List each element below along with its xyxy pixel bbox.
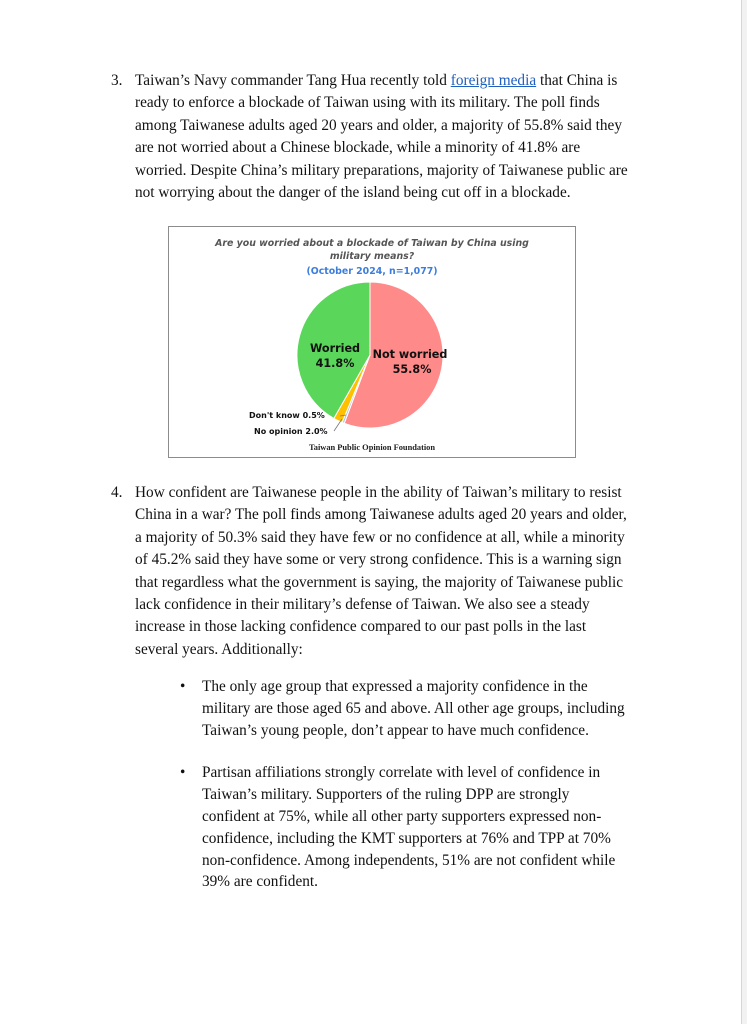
bullet-list — [180, 676, 630, 914]
bullet-text: Partisan affiliations strongly correlate with level of confidence in Taiwan’s military. Supporters of the ruling DPP are strongly confident at 75%, while all other party supporters expressed non-confidence, including the KMT supporters at 76% and TPP at 70% non-confidence. Among independents, 51% are not confident while 39% are confident. — [202, 764, 616, 891]
pie-chart-svg — [169, 227, 575, 457]
dont-know-label — [249, 411, 325, 420]
bullet-text: The only age group that expressed a majority confidence in the military are those aged 65 and above. All other age groups, including Taiwan’s young people, don’t appear to have much confidence. — [202, 678, 625, 739]
list-item — [180, 762, 630, 893]
worried-value: 41.8% — [315, 357, 355, 370]
dont-know-name: Don't know — [249, 411, 300, 420]
chart-title-line-1: Are you worried about a blockade of Taiwan by China using — [215, 238, 529, 249]
section-3 — [113, 70, 633, 204]
worried-label: Worried — [309, 342, 361, 355]
section-3-number: 3. — [111, 72, 123, 89]
section-4 — [113, 482, 633, 661]
not-worried-value: 55.8% — [392, 363, 432, 376]
blockade-pie-chart — [168, 226, 576, 458]
chart-subtitle: (October 2024, n=1,077) — [306, 266, 438, 277]
section-4-paragraph: How confident are Taiwanese people in the ability of Taiwan’s military to resist China in a war? The poll finds among Taiwanese adults aged 20 years and older, a majority of 50.3% said they have few or no confidence at all, while a minority of 45.2% said they have some or very strong confidence. This is a warning sign that regardless what the government is saying, the majority of Taiwanese public lack confidence in their military’s defense of Taiwan. We also see a steady increase in those lacking confidence compared to our past polls in the last several years. Additionally: — [135, 484, 627, 658]
chart-title-line-2: military means? — [329, 251, 415, 262]
chart-source: Taiwan Public Opinion Foundation — [308, 443, 436, 452]
section-3-text-b: that China is ready to enforce a blockade of Taiwan using with its military. The poll finds among Taiwanese adults aged 20 years and older, a majority of 55.8% said they are not worried about a Chinese blockade, while a minority of 41.8% are worried. Despite China’s military preparations, majority of Taiwanese public are not worrying about the danger of the island being cut off in a blockade. — [135, 72, 628, 202]
not-worried-label: Not worried — [372, 348, 448, 361]
bullet-marker: • — [180, 764, 186, 782]
section-4-number: 4. — [111, 484, 123, 501]
dont-know-value: 0.5% — [302, 411, 325, 420]
section-3-text-a: Taiwan’s Navy commander Tang Hua recently told — [135, 72, 451, 89]
bullet-marker: • — [180, 678, 186, 695]
list-item — [180, 676, 630, 741]
no-opinion-name: No opinion — [254, 427, 303, 436]
foreign-media-link[interactable]: foreign media — [450, 72, 537, 89]
section-3-paragraph — [113, 70, 633, 204]
no-opinion-value: 2.0% — [305, 427, 328, 436]
no-opinion-label — [254, 427, 328, 436]
